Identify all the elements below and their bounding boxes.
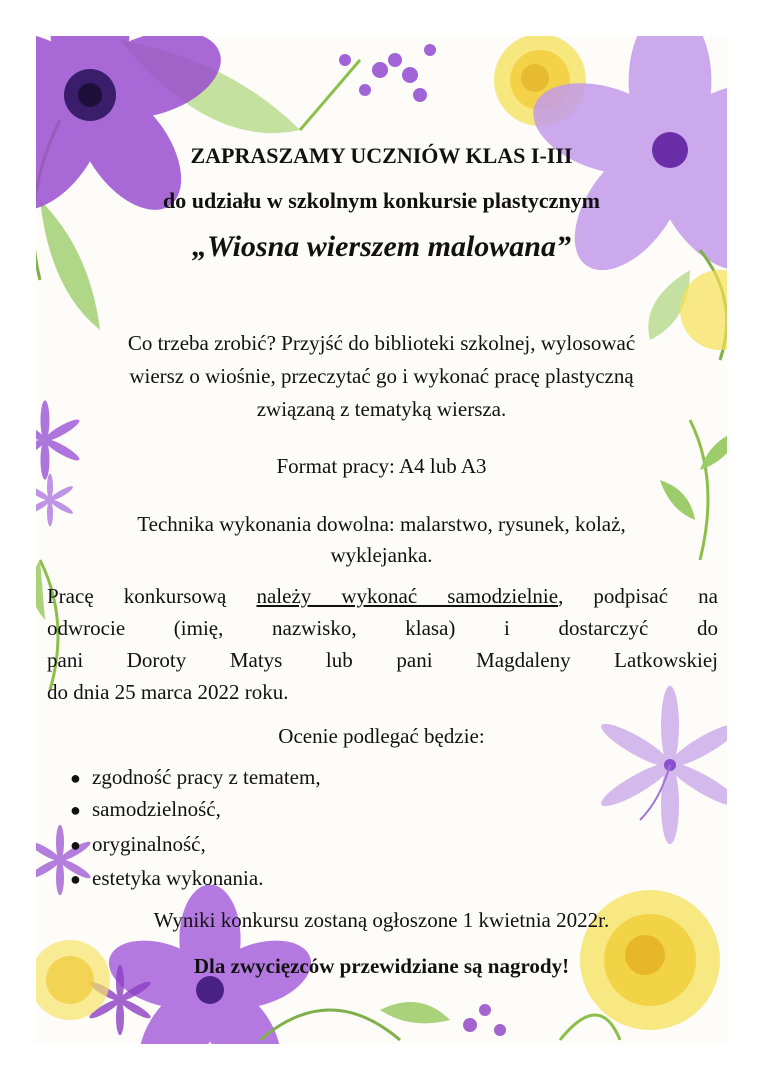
intro-line-1: Co trzeba zrobić? Przyjść do biblioteki szkolnej, wylosować [127,331,636,355]
prizes-text: Dla zwycięzców przewidziane są nagrody! [193,954,570,978]
submission-pre: Pracę konkursową [47,584,257,608]
submission-post: , podpisać na [558,584,718,608]
submission-line-4: do dnia 25 marca 2022 roku. [47,680,289,704]
criteria-item: oryginalność, [92,832,206,856]
intro-line-2: wiersz o wiośnie, przeczytać go i wykonać pracę plastyczną [129,364,634,388]
technique-line-1: Technika wykonania dowolna: malarstwo, rysunek, kolaż, [137,512,626,536]
bullet-icon: ● [70,800,81,820]
submission-underlined: należy wykonać samodzielnie [256,584,559,608]
heading-invite: ZAPRASZAMY UCZNIÓW KLAS I-III [190,143,573,168]
contest-title: „Wiosna wierszem malowana” [192,230,571,263]
format-text: Format pracy: A4 lub A3 [276,454,487,478]
criteria-item: samodzielność, [92,797,221,821]
results-text: Wyniki konkursu zostaną ogłoszone 1 kwietnia 2022r. [153,908,610,932]
submission-line-1 [47,584,718,609]
bullet-icon: ● [70,768,81,788]
intro-line-3: związaną z tematyką wiersza. [256,397,507,421]
criteria-heading: Ocenie podlegać będzie: [278,724,485,748]
technique-line-2: wyklejanka. [330,543,433,567]
submission-line-3: pani Doroty Matys lub pani Magdaleny Latkowskiej [47,648,718,672]
submission-line-2: odwrocie (imię, nazwisko, klasa) i dostarczyć do [47,616,718,640]
criteria-item: zgodność pracy z tematem, [92,765,321,789]
bullet-icon: ● [70,869,81,889]
bullet-icon: ● [70,835,81,855]
criteria-item: estetyka wykonania. [92,866,264,890]
heading-subtitle: do udziału w szkolnym konkursie plastycznym [162,188,601,213]
